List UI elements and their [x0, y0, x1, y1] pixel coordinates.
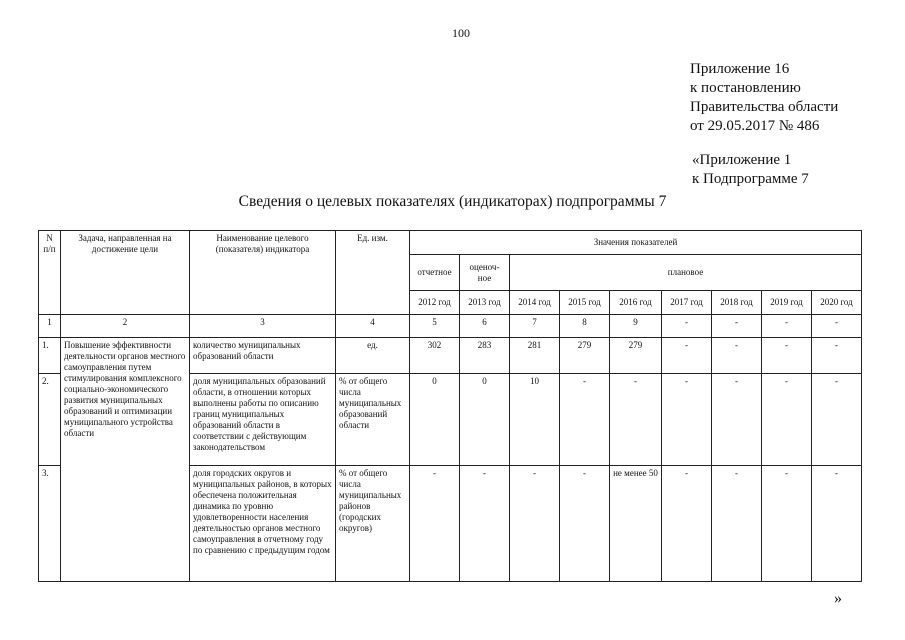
header-year: 2020 год — [812, 291, 862, 315]
row-number: 1. — [39, 338, 61, 374]
annex-block — [692, 151, 809, 189]
header-num: N п/п — [39, 231, 61, 315]
column-number: - — [812, 315, 862, 338]
approval-line: Правительства области — [690, 99, 839, 115]
value-cell: 302 — [410, 338, 460, 374]
value-cell: 10 — [510, 374, 560, 466]
header-unit: Ед. изм. — [336, 231, 410, 315]
value-cell: - — [812, 338, 862, 374]
value-cell: 283 — [460, 338, 510, 374]
column-number-row — [39, 315, 862, 338]
approval-line: Приложение 16 — [690, 61, 790, 77]
value-cell: - — [812, 466, 862, 582]
value-cell: - — [662, 466, 712, 582]
value-cell: - — [460, 466, 510, 582]
column-number: 4 — [336, 315, 410, 338]
annex-line: «Приложение 1 — [692, 152, 792, 168]
header-task: Задача, направленная на достижение цели — [61, 231, 190, 315]
document-title: Сведения о целевых показателях (индикаторах) подпрограммы 7 — [238, 193, 667, 210]
header-year: 2015 год — [560, 291, 610, 315]
value-cell: 0 — [410, 374, 460, 466]
header-reported: отчетное — [410, 255, 460, 291]
task-cell: Повышение эффективности деятельности органов местного самоуправления путем стимулирования комплексного социально-экономического развития муниципальных образований и оптимизации муниципального устройства области — [61, 338, 190, 582]
header-indicator: Наименование целевого (показателя) индикатора — [190, 231, 336, 315]
value-cell: 0 — [460, 374, 510, 466]
value-cell: - — [812, 374, 862, 466]
value-cell: - — [410, 466, 460, 582]
value-cell: - — [510, 466, 560, 582]
header-planned: плановое — [510, 255, 862, 291]
column-number: - — [712, 315, 762, 338]
header-estimated: оценоч-ное — [460, 255, 510, 291]
column-number: 2 — [61, 315, 190, 338]
indicator-cell: доля муниципальных образований области, в отношении которых выполнены работы по описанию границ муниципальных образований области в соответствии с действующим законодательством — [190, 374, 336, 466]
indicators-table — [38, 230, 862, 582]
table-row — [39, 338, 862, 374]
page-number: 100 — [452, 26, 470, 40]
header-year: 2013 год — [460, 291, 510, 315]
value-cell: - — [762, 466, 812, 582]
unit-cell: ед. — [336, 338, 410, 374]
column-number: 5 — [410, 315, 460, 338]
value-cell: 279 — [610, 338, 662, 374]
header-year: 2016 год — [610, 291, 662, 315]
value-cell: - — [712, 338, 762, 374]
column-number: 9 — [610, 315, 662, 338]
row-number: 2. — [39, 374, 61, 466]
approval-block — [690, 60, 838, 136]
column-number: 6 — [460, 315, 510, 338]
value-cell: - — [610, 374, 662, 466]
value-cell: - — [662, 338, 712, 374]
value-cell: - — [560, 374, 610, 466]
unit-cell: % от общего числа муниципальных образований области — [336, 374, 410, 466]
approval-line: к постановлению — [690, 80, 801, 96]
header-row — [39, 231, 862, 255]
value-cell: 281 — [510, 338, 560, 374]
indicator-cell: количество муниципальных образований области — [190, 338, 336, 374]
value-cell: - — [762, 374, 812, 466]
column-number: 7 — [510, 315, 560, 338]
column-number: 8 — [560, 315, 610, 338]
value-cell: не менее 50 — [610, 466, 662, 582]
row-number: 3. — [39, 466, 61, 582]
header-year: 2018 год — [712, 291, 762, 315]
annex-line: к Подпрограмме 7 — [692, 171, 809, 187]
value-cell: 279 — [560, 338, 610, 374]
unit-cell: % от общего числа муниципальных районов (городских округов) — [336, 466, 410, 582]
value-cell: - — [712, 466, 762, 582]
column-number: 3 — [190, 315, 336, 338]
value-cell: - — [560, 466, 610, 582]
header-values: Значения показателей — [410, 231, 862, 255]
header-year: 2017 год — [662, 291, 712, 315]
column-number: 1 — [39, 315, 61, 338]
value-cell: - — [712, 374, 762, 466]
header-year: 2019 год — [762, 291, 812, 315]
value-cell: - — [662, 374, 712, 466]
column-number: - — [762, 315, 812, 338]
approval-line: от 29.05.2017 № 486 — [690, 118, 820, 134]
value-cell: - — [762, 338, 812, 374]
header-year: 2014 год — [510, 291, 560, 315]
indicator-cell: доля городских округов и муниципальных районов, в которых обеспечена положительная динамика по уровню удовлетворенности населения деятельностью органов местного самоуправления в отчетному году по сравнению с предыдущим годом — [190, 466, 336, 582]
closing-quote: » — [834, 590, 842, 607]
header-year: 2012 год — [410, 291, 460, 315]
column-number: - — [662, 315, 712, 338]
